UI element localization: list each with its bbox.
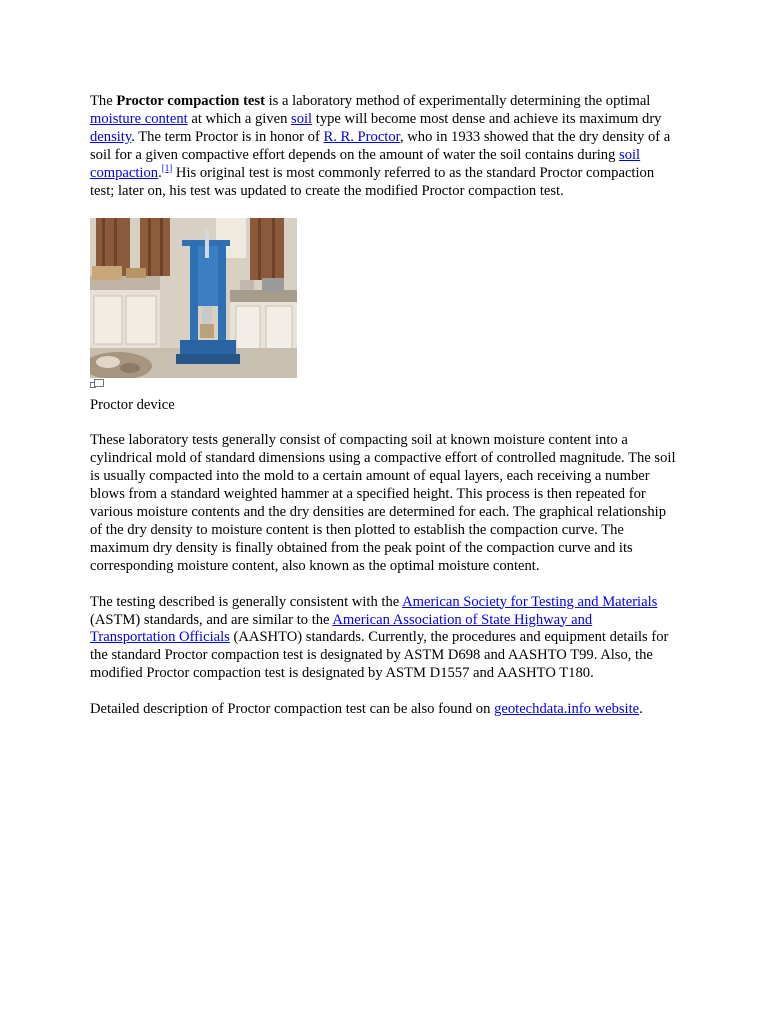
link-density[interactable]: density <box>90 128 132 145</box>
intro-text: , who in 1933 showed that the dry density of a soil for a given compactive effort depends on the amount of water the soil contains during <box>90 128 671 163</box>
intro-text: at which a given <box>187 110 292 127</box>
link-astm[interactable]: American Society for Testing and Materials <box>402 593 658 610</box>
intro-text: type will become most dense and achieve its maximum dry <box>312 110 662 127</box>
article-body <box>90 93 680 719</box>
standards-text: The testing described is generally consistent with the <box>90 593 403 610</box>
reference-text: . <box>639 701 643 718</box>
intro-text: His original test is most commonly referred to as the standard Proctor compaction test; later on, his test was updated to create the modified Proctor compaction test. <box>90 164 655 199</box>
intro-text: is a laboratory method of experimentally determining the optimal <box>264 93 651 109</box>
link-aashto[interactable]: American Association of State Highway and Transportation Officials <box>90 611 593 646</box>
magnify-clip-icon[interactable] <box>90 379 104 389</box>
reference-text: Detailed description of Proctor compaction test can be also found on <box>90 701 495 718</box>
proctor-device-photo[interactable] <box>90 218 297 378</box>
link-soil[interactable]: soil <box>291 110 313 127</box>
article-term: Proctor compaction test <box>116 93 265 109</box>
link-soil-compaction[interactable]: soil compaction <box>90 146 641 181</box>
intro-paragraph <box>90 93 680 200</box>
standards-text: (AASHTO) standards. Currently, the procedures and equipment details for the standard Proctor compaction test is designated by ASTM D698 and AASHTO T99. Also, the modified Proctor compaction test is designated by ASTM D1557 and AASHTO T180. <box>90 629 669 682</box>
link-geotechdata[interactable]: geotechdata.info website <box>494 701 640 718</box>
figure-caption: Proctor device <box>90 397 175 414</box>
link-moisture-content[interactable]: moisture content <box>90 110 188 127</box>
standards-paragraph <box>90 594 680 684</box>
intro-text: The <box>90 93 117 109</box>
standards-text: (ASTM) standards, and are similar to the <box>90 611 333 628</box>
link-rr-proctor[interactable]: R. R. Proctor <box>323 128 400 145</box>
intro-text: . <box>158 164 162 181</box>
intro-text: . The term Proctor is in honor of <box>131 128 324 145</box>
footnote-link[interactable]: [1] <box>161 162 173 173</box>
reference-paragraph <box>90 701 680 719</box>
procedure-paragraph: These laboratory tests generally consist of compacting soil at known moisture content into a cylindrical mold of standard dimensions using a compactive effort of controlled magnitude. The soil is usually compacted into the mold to a certain amount of equal layers, each receiving a number blows from a standard weighted hammer at a specified height. This process is then repeated for various moisture contents and the dry densities are determined for each. The graphical relationship of the dry density to moisture content is then plotted to establish the compaction curve. The maximum dry density is finally obtained from the peak point of the compaction curve and its corresponding moisture content, also known as the optimal moisture content. <box>90 432 676 574</box>
